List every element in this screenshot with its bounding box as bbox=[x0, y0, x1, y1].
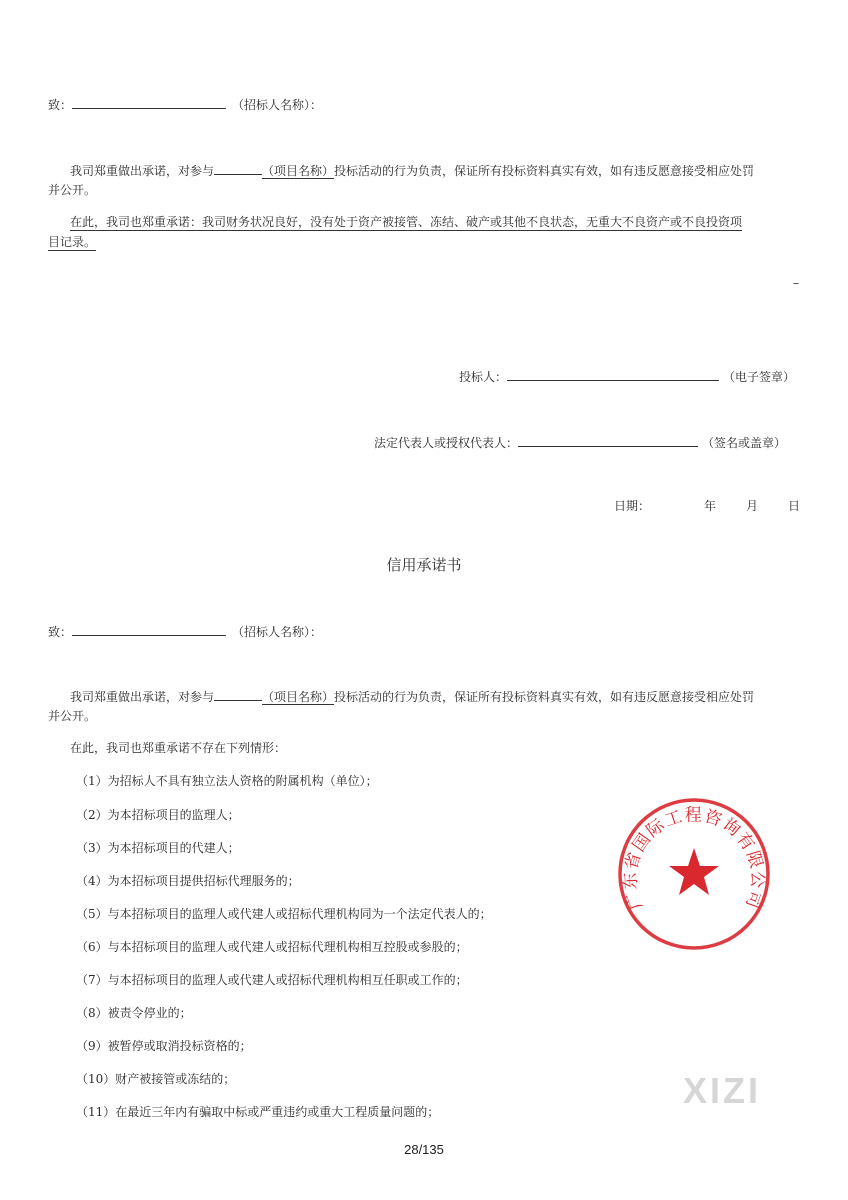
list-item: （11）在最近三年内有骗取中标或严重违约或重大工程质量问题的； bbox=[76, 1105, 440, 1119]
date-year: 年 bbox=[704, 499, 717, 513]
bidder-blank bbox=[507, 368, 719, 381]
l2-para1-line1 bbox=[70, 688, 754, 705]
list-item: （2）为本招标项目的监理人； bbox=[76, 808, 240, 822]
list-item: （4）为本招标项目提供招标代理服务的； bbox=[76, 874, 300, 888]
project-name-label-2: （项目名称） bbox=[262, 690, 335, 704]
para2-line2: 目记录。 bbox=[48, 235, 97, 249]
to-prefix-2: 致： bbox=[48, 625, 73, 639]
company-seal-stamp bbox=[616, 796, 772, 952]
l2-para1-line2: 并公开。 bbox=[48, 709, 97, 723]
date-line bbox=[614, 498, 800, 514]
project-blank-2 bbox=[214, 688, 262, 701]
to-line-1 bbox=[48, 96, 322, 113]
para1-line2: 并公开。 bbox=[48, 183, 97, 197]
date-month: 月 bbox=[746, 499, 759, 513]
to-prefix: 致： bbox=[48, 98, 73, 112]
list-item: （3）为本招标项目的代建人； bbox=[76, 841, 240, 855]
bidder-label: 投标人： bbox=[459, 370, 508, 384]
site-watermark: XIZI bbox=[683, 1070, 762, 1111]
rep-label: 法定代表人或授权代表人： bbox=[374, 436, 519, 450]
para1-text-b: 投标活动的行为负责，保证所有投标资料真实有效，如有违反愿意接受相应处罚 bbox=[334, 164, 755, 178]
to-line-2 bbox=[48, 623, 322, 640]
list-item: （7）与本招标项目的监理人或代建人或招标代理机构相互任职或工作的； bbox=[76, 973, 468, 987]
list-item: （9）被暂停或取消投标资格的； bbox=[76, 1039, 252, 1053]
list-item: （1）为招标人不具有独立法人资格的附属机构（单位）； bbox=[76, 774, 378, 788]
project-name-label: （项目名称） bbox=[262, 164, 335, 178]
project-blank bbox=[214, 162, 262, 175]
list-item: （8）被责令停业的； bbox=[76, 1006, 192, 1020]
bidder-note: （电子签章） bbox=[723, 370, 796, 384]
l2-para1-text-b: 投标活动的行为负责，保证所有投标资料真实有效，如有违反愿意接受相应处罚 bbox=[334, 690, 755, 704]
rep-note: （签名或盖章） bbox=[702, 436, 787, 450]
page-number: 28/135 bbox=[404, 1142, 444, 1157]
svg-text:广东省国际工程咨询有限公司: 广东省国际工程咨询有限公司 bbox=[620, 805, 768, 913]
recipient-blank bbox=[72, 96, 226, 109]
l2-intro: 在此，我司也郑重承诺不存在下列情形： bbox=[70, 741, 287, 755]
para2-line1: 在此，我司也郑重承诺：我司财务状况良好，没有处于资产被接管、冻结、破产或其他不良状态，无重大不良资产或不良投资项 bbox=[70, 215, 743, 229]
stray-dash: – bbox=[793, 276, 799, 290]
credit-commitment-title: 信用承诺书 bbox=[386, 556, 462, 574]
to-suffix-2: （招标人名称）： bbox=[232, 625, 323, 639]
para1-text-a: 我司郑重做出承诺，对参与 bbox=[70, 164, 215, 178]
para1-line1 bbox=[70, 162, 754, 179]
date-day: 日 bbox=[788, 499, 801, 513]
recipient-blank-2 bbox=[72, 623, 226, 636]
rep-blank bbox=[518, 434, 698, 447]
list-item: （10）财产被接管或冻结的； bbox=[76, 1072, 236, 1086]
list-item: （6）与本招标项目的监理人或代建人或招标代理机构相互控股或参股的； bbox=[76, 940, 468, 954]
list-item: （5）与本招标项目的监理人或代建人或招标代理机构同为一个法定代表人的； bbox=[76, 907, 492, 921]
rep-signature-line bbox=[374, 434, 786, 451]
bidder-signature-line bbox=[459, 368, 795, 385]
to-suffix: （招标人名称）： bbox=[232, 98, 323, 112]
date-label: 日期： bbox=[614, 499, 651, 513]
l2-para1-text-a: 我司郑重做出承诺，对参与 bbox=[70, 690, 215, 704]
